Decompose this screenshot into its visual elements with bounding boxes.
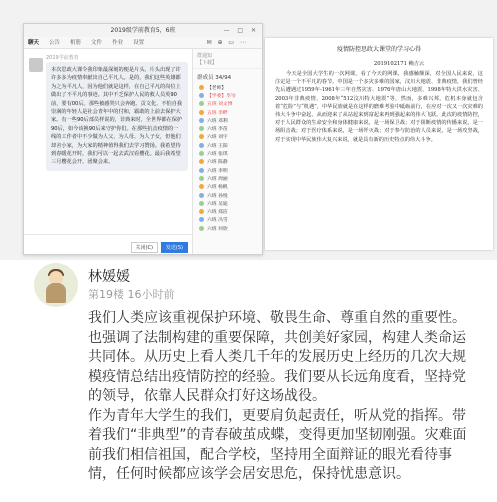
member-item[interactable] (193, 183, 263, 191)
member-avatar-icon (199, 159, 204, 164)
send-button[interactable]: 发送(S) (161, 242, 188, 253)
member-name: 六班 刘宇 (207, 135, 228, 141)
member-name: 六班 孙悦 (207, 193, 228, 199)
tab-files[interactable]: 文件 (91, 40, 103, 46)
member-name: 六班 何欣 (207, 226, 228, 232)
doc-title: 疫情防控思政大课堂的学习心得 (336, 46, 421, 53)
member-item[interactable] (193, 207, 263, 215)
chat-window-title (24, 24, 262, 37)
member-item[interactable] (193, 83, 263, 91)
post-paragraph: 作为青年大学生的我们，更要肩负起责任，听从党的指挥。带着我们“非典型”的青春破茧成蝶，变得更加坚韧刚强。灾难面前我们相信祖国，配合学校，坚持用全面辩证的眼光看待事情，任何时候都应该学会居安思危，保持忧患意识。 (88, 407, 467, 482)
member-avatar-icon (199, 151, 204, 156)
tab-chat[interactable]: 聊天 (28, 40, 40, 46)
member-name: 六班 陈静 (207, 160, 228, 166)
member-avatar-icon (199, 101, 204, 106)
member-avatar-icon (199, 209, 204, 214)
message-bubble: 本次思政大课令我印象最深刻的便是片头。片头出现了许许多多为疫情奉献出自己平凡人。是的，我们这些英雄都为之为平凡人，因为他们就是这样，在自己平凡的岗位上做出了不平凡的事迹。其中不乏保护人民的救人员英90前，要有00后。那些被感哭只会奔跑、贡文化、不怕自我崇满的年轻人是社会青年中的付和，霸敢的上前去保护大家。有一些90后部员样说的，非典来时，全世界都在保护90后，如今该换90后来守护你们。在那些抗击疫情的一线的工作者中不少做为人父、为人母、为人子女，但他们却舍小家，为大家的精神值得我们去学习赞扬。我希望待到春暖花开时，我们可以一起去武汉看樱花。最后我希望三月樱花会开，团聚会来。 (46, 62, 188, 171)
tab-notice[interactable]: 公告 (49, 40, 61, 46)
member-avatar-icon (199, 110, 204, 115)
member-count: 群成员 34/94 (197, 75, 232, 81)
member-avatar-icon (199, 134, 204, 139)
sender-avatar[interactable] (29, 58, 43, 72)
member-name: 六班 周丽 (207, 176, 228, 182)
member-list (193, 83, 263, 232)
member-item[interactable] (193, 166, 263, 174)
member-avatar-icon (199, 85, 204, 90)
member-name: 六班 张琪 (207, 152, 228, 158)
member-item[interactable] (193, 124, 263, 132)
doc-byline: 2019102171 赖吉云 (373, 61, 425, 67)
member-item[interactable] (193, 133, 263, 141)
member-avatar-icon (199, 168, 204, 173)
window-controls-icon[interactable]: — □ ✕ (223, 27, 259, 34)
member-name: 六班 冯雪 (207, 218, 228, 224)
member-avatar-icon (199, 226, 204, 231)
member-avatar-icon (199, 217, 204, 222)
post-meta: 第19楼 16小时前 (88, 288, 175, 301)
member-name: 【学委】毕岑 (207, 93, 236, 99)
member-sidebar (192, 49, 263, 255)
member-name: 六班 吴迪 (207, 201, 228, 207)
post-body (88, 309, 478, 485)
member-item[interactable] (193, 216, 263, 224)
group-notice-note: 【下载】 (197, 60, 218, 66)
member-item[interactable] (193, 91, 263, 99)
member-avatar-icon (199, 143, 204, 148)
member-item[interactable] (193, 158, 263, 166)
member-avatar-icon (199, 176, 204, 181)
chat-tabs (24, 37, 262, 49)
message-sender: 2019学前教育 (46, 55, 79, 61)
member-avatar-icon (199, 126, 204, 131)
group-chat-window (23, 23, 263, 255)
member-avatar-icon (199, 118, 204, 123)
member-item[interactable] (193, 174, 263, 182)
member-name: 六班 郑洁 (207, 210, 228, 216)
member-item[interactable] (193, 100, 263, 108)
member-name: 六班 李明 (207, 168, 228, 174)
member-name: 六班 邓利 (207, 118, 228, 124)
member-name: 五班 李畔 (207, 110, 228, 116)
member-name: 【老师】 (207, 85, 227, 91)
tab-album[interactable]: 相册 (70, 40, 82, 46)
member-item[interactable] (193, 149, 263, 157)
member-name: 六班 李苗 (207, 127, 228, 133)
doc-paragraph: 今天是全国大学生的一次网课，看了今天的网课，我感触颇深，对全国人民来说，这注定是一个不平凡的春节。中国是一个多灾多难的国家，汶川大地震、非典疫情，我们曾经先后遭遇过1959年-1961年三年自然灾害、1976年唐山大地震、1998年特大洪水灾害、2003年非典疫情、2008年“512汶川特大地震”等，然而，多难兴邦，危机本身就包含着“危险”与“机遇”，中华民族就是在这样的磨难考验中砥砺前行，在应对一次又一次灾难的伟大斗争中奋起，从而迎来了从站起来到富起来再到强起来的伟大飞跃。此次的疫情防控，对于人民群众的生命安全和身体健康来说，是一场保卫战；对于阻断疫情的传播来说，是一场阻击战；对于医疗体系来说，是一场歼灭战；对于参与防治的人员来说，是一场攻坚战，对于实现中华民族伟大复兴来说，就是具有新的历史特点的伟大斗争。 (275, 71, 483, 143)
member-item[interactable] (193, 224, 263, 232)
toolbar-icons[interactable]: ✉ ⊕ ▭ ⋯ (206, 39, 248, 46)
member-avatar-icon (199, 201, 204, 206)
member-avatar-icon (199, 93, 204, 98)
group-notice-label: 群通知 (197, 53, 213, 59)
post-author[interactable]: 林媛媛 (88, 269, 130, 285)
member-item[interactable] (193, 116, 263, 124)
message-composer[interactable] (24, 234, 192, 255)
member-name: 六班 王阳 (207, 143, 228, 149)
essay-document (265, 38, 493, 250)
member-item[interactable] (193, 199, 263, 207)
group-notice[interactable] (193, 49, 263, 69)
chat-title-text: 2019级学前教育5，6班 (110, 27, 176, 34)
user-avatar[interactable] (34, 263, 78, 307)
tab-homework[interactable]: 作业 (112, 40, 124, 46)
member-avatar-icon (199, 184, 204, 189)
member-item[interactable] (193, 108, 263, 116)
member-item[interactable] (193, 191, 263, 199)
member-name: 五班 刘文博 (207, 102, 233, 108)
member-avatar-icon (199, 193, 204, 198)
member-name: 六班 杨帆 (207, 185, 228, 191)
post-paragraph: 我们人类应该重视保护环境、敬畏生命、尊重自然的重要性。也强调了法制构建的重要保障，共创美好家园，构建人类命运共同体。从历史上看人类几千年的发展历史上经历的几次大规模疫情总结出疫情防控的经验。我们要从长远角度看，坚持党的领导，依靠人民群众打好这场战役。 (88, 310, 466, 404)
close-button[interactable]: 关闭(C) (131, 242, 158, 253)
tab-settings[interactable]: 设置 (133, 40, 145, 46)
member-item[interactable] (193, 141, 263, 149)
